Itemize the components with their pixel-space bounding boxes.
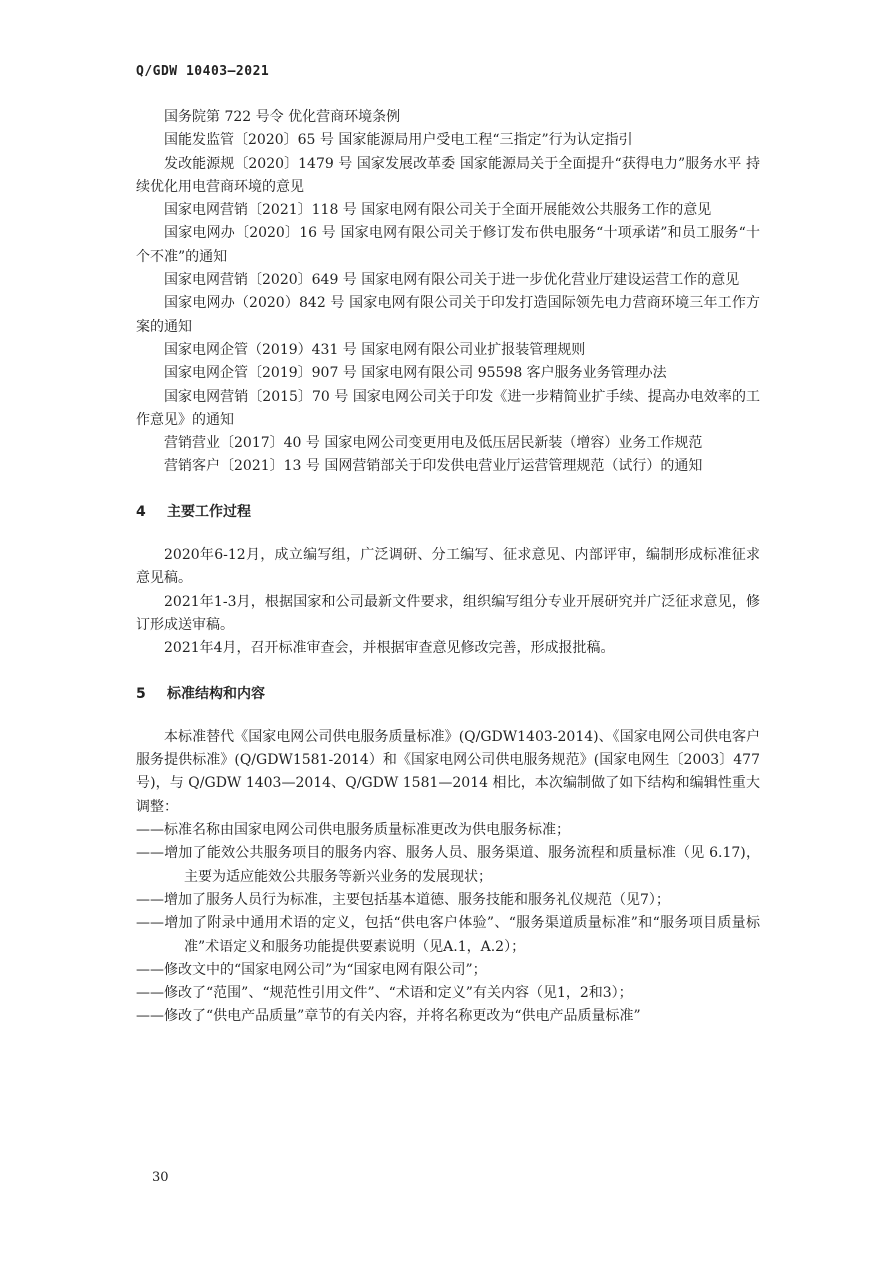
change-item: ——增加了能效公共服务项目的服务内容、服务人员、服务渠道、服务流程和质量标准（见 6.17)，主要为适应能效公共服务等新兴业务的发展现状； <box>136 845 760 885</box>
section-5-heading <box>136 683 760 706</box>
change-item: ——修改文中的“国家电网公司”为“国家电网有限公司”； <box>136 961 487 978</box>
reference-item: 国家电网企管（2019）431 号 国家电网有限公司业扩报装管理规则 <box>164 341 586 358</box>
reference-item: 国务院第 722 号令 优化营商环境条例 <box>164 109 401 125</box>
document-body <box>136 106 760 1029</box>
section-number: 4 <box>136 503 146 520</box>
process-paragraph: 2021年1-3月，根据国家和公司最新文件要求，组织编写组分专业开展研究并广泛征求意见，修订形成送审稿。 <box>136 593 760 633</box>
reference-item: 发改能源规〔2020〕1479 号 国家发展改革委 国家能源局关于全面提升“获得电力”服务水平 持续优化用电营商环境的意见 <box>136 155 760 195</box>
reference-list <box>136 106 760 479</box>
reference-item: 国家电网营销〔2015〕70 号 国家电网公司关于印发《进一步精简业扩手续、提高办电效率的工作意见》的通知 <box>136 388 760 428</box>
reference-item: 国能发监管〔2020〕65 号 国家能源局用户受电工程“三指定”行为认定指引 <box>164 132 633 149</box>
change-item: ——修改了“范围”、“规范性引用文件”、“术语和定义”有关内容（见1，2和3）； <box>136 985 633 1002</box>
section-title: 标准结构和内容 <box>167 685 265 702</box>
change-item: ——增加了服务人员行为标准，主要包括基本道德、服务技能和服务礼仪规范（见7）； <box>136 891 670 908</box>
document-code: Q/GDW 10403—2021 <box>136 64 270 79</box>
change-item: ——修改了“供电产品质量”章节的有关内容，并将名称更改为“供电产品质量标准” <box>136 1008 641 1025</box>
reference-item: 国家电网办（2020）842 号 国家电网有限公司关于印发打造国际领先电力营商环境三年工作方案的通知 <box>136 295 760 335</box>
change-item: ——标准名称由国家电网公司供电服务质量标准更改为供电服务标准； <box>136 822 570 839</box>
reference-item: 营销客户〔2021〕13 号 国网营销部关于印发供电营业厅运营管理规范（试行）的通知 <box>164 458 703 475</box>
section-number: 5 <box>136 685 146 702</box>
change-item: ——增加了附录中通用术语的定义，包括“供电客户体验”、“服务渠道质量标准”和“服务项目质量标准”术语定义和服务功能提供要素说明（见A.1，A.2）； <box>136 915 760 955</box>
process-paragraph: 2021年4月，召开标准审查会，并根据审查意见修改完善，形成报批稿。 <box>164 640 615 657</box>
structure-intro-paragraph: 本标准替代《国家电网公司供电服务质量标准》(Q/GDW1403-2014)、《国家电网公司供电客户服务提供标准》(Q/GDW1581-2014）和《国家电网公司供电服务规范》(国家电网生〔2003〕477 号)，与 Q/GDW 1403—2014、Q/GDW 1581—2014 相比，本次编制做了如下结构和编辑性重大调整： <box>136 728 760 815</box>
reference-item: 国家电网营销〔2020〕649 号 国家电网有限公司关于进一步优化营业厅建设运营工作的意见 <box>164 272 740 289</box>
page-number: 30 <box>152 1170 169 1185</box>
reference-item: 国家电网营销〔2021〕118 号 国家电网有限公司关于全面开展能效公共服务工作的意见 <box>164 202 712 219</box>
section-title: 主要工作过程 <box>167 503 251 520</box>
reference-item: 国家电网企管〔2019〕907 号 国家电网有限公司 95598 客户服务业务管理办法 <box>164 365 667 382</box>
section-4-heading <box>136 501 760 524</box>
change-list <box>136 819 760 1029</box>
reference-item: 国家电网办〔2020〕16 号 国家电网有限公司关于修订发布供电服务“十项承诺”和员工服务“十个不准”的通知 <box>136 225 760 265</box>
process-paragraph: 2020年6-12月，成立编写组，广泛调研、分工编写、征求意见、内部评审，编制形成标准征求意见稿。 <box>136 547 760 587</box>
reference-item: 营销营业〔2017〕40 号 国家电网公司变更用电及低压居民新装（增容）业务工作规范 <box>164 435 703 452</box>
